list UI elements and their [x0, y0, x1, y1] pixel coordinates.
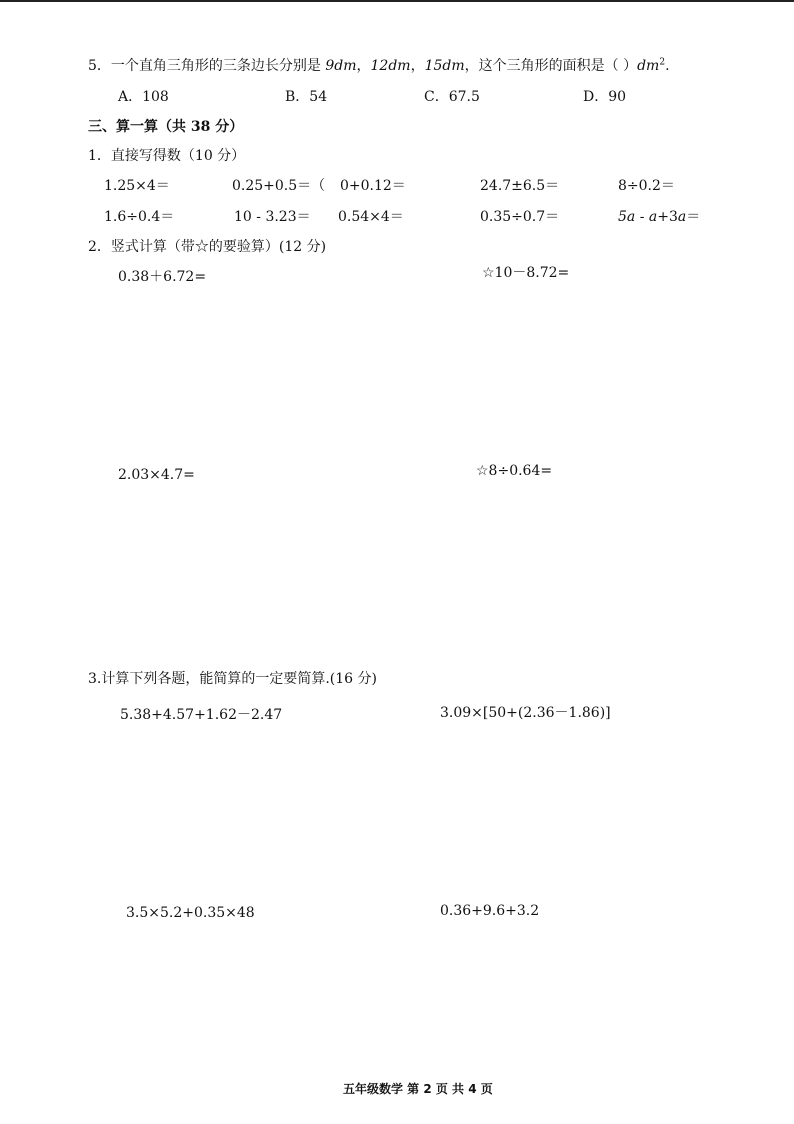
q5-end: .: [665, 58, 670, 74]
mental-calc-10: 5a - a+3a＝: [618, 209, 701, 225]
simplify-calc-3: 3.5×5.2+0.35×48: [126, 905, 255, 921]
simplify-calc-2: 3.09×[50+(2.36－1.86)]: [440, 705, 611, 721]
part-3-title: 3.计算下列各题，能简算的一定要简算.(16 分): [88, 671, 377, 687]
q5-unit: dm: [637, 58, 660, 74]
q5-sep-2: ，: [410, 58, 425, 74]
part-2-title: 2．竖式计算（带☆的要验算）(12 分): [88, 239, 327, 255]
question-5-stem: [88, 57, 670, 75]
q5-option-c: C．67.5: [424, 89, 480, 105]
q5-option-b: B．54: [285, 89, 328, 105]
mental-calc-3: 0+0.12＝: [340, 178, 406, 194]
simplify-calc-1: 5.38+4.57+1.62－2.47: [120, 707, 283, 723]
vertical-calc-4: ☆8÷0.64=: [476, 463, 553, 479]
mental-calc-8: 0.54×4＝: [338, 209, 404, 225]
mental-calc-1: 1.25×4＝: [104, 178, 170, 194]
section-3-title: 三、算一算（共 38 分）: [88, 119, 244, 135]
vertical-calc-3: 2.03×4.7=: [118, 467, 195, 483]
page-footer: 五年级数学 第 2 页 共 4 页: [343, 1082, 493, 1096]
q5-suffix: ，这个三角形的面积是（ ）: [464, 58, 638, 74]
mental-calc-4: 24.7±6.5＝: [480, 178, 560, 194]
part-1-title: 1．直接写得数（10 分）: [88, 148, 246, 164]
mental-calc-6: 1.6÷0.4＝: [104, 209, 175, 225]
q5-option-a: A．108: [118, 89, 169, 105]
q5-option-d: D．90: [583, 89, 627, 105]
page-top-border: [0, 0, 794, 2]
vertical-calc-2: ☆10－8.72=: [482, 265, 570, 281]
q5-side-2: 12dm: [370, 58, 411, 74]
q5-prefix: 5．一个直角三角形的三条边长分别是: [88, 58, 326, 74]
vertical-calc-1: 0.38＋6.72=: [118, 269, 207, 285]
q5-side-3: 15dm: [424, 58, 465, 74]
mental-calc-9: 0.35÷0.7＝: [480, 209, 560, 225]
mental-calc-7: 10 - 3.23＝: [234, 209, 311, 225]
mental-calc-5: 8÷0.2＝: [618, 178, 675, 194]
q5-sep-1: ，: [356, 58, 371, 74]
q5-unit-exponent: 2: [659, 57, 666, 68]
simplify-calc-4: 0.36+9.6+3.2: [440, 903, 540, 919]
mental-calc-2: 0.25+0.5＝（: [232, 178, 326, 194]
q5-side-1: 9dm: [325, 58, 357, 74]
